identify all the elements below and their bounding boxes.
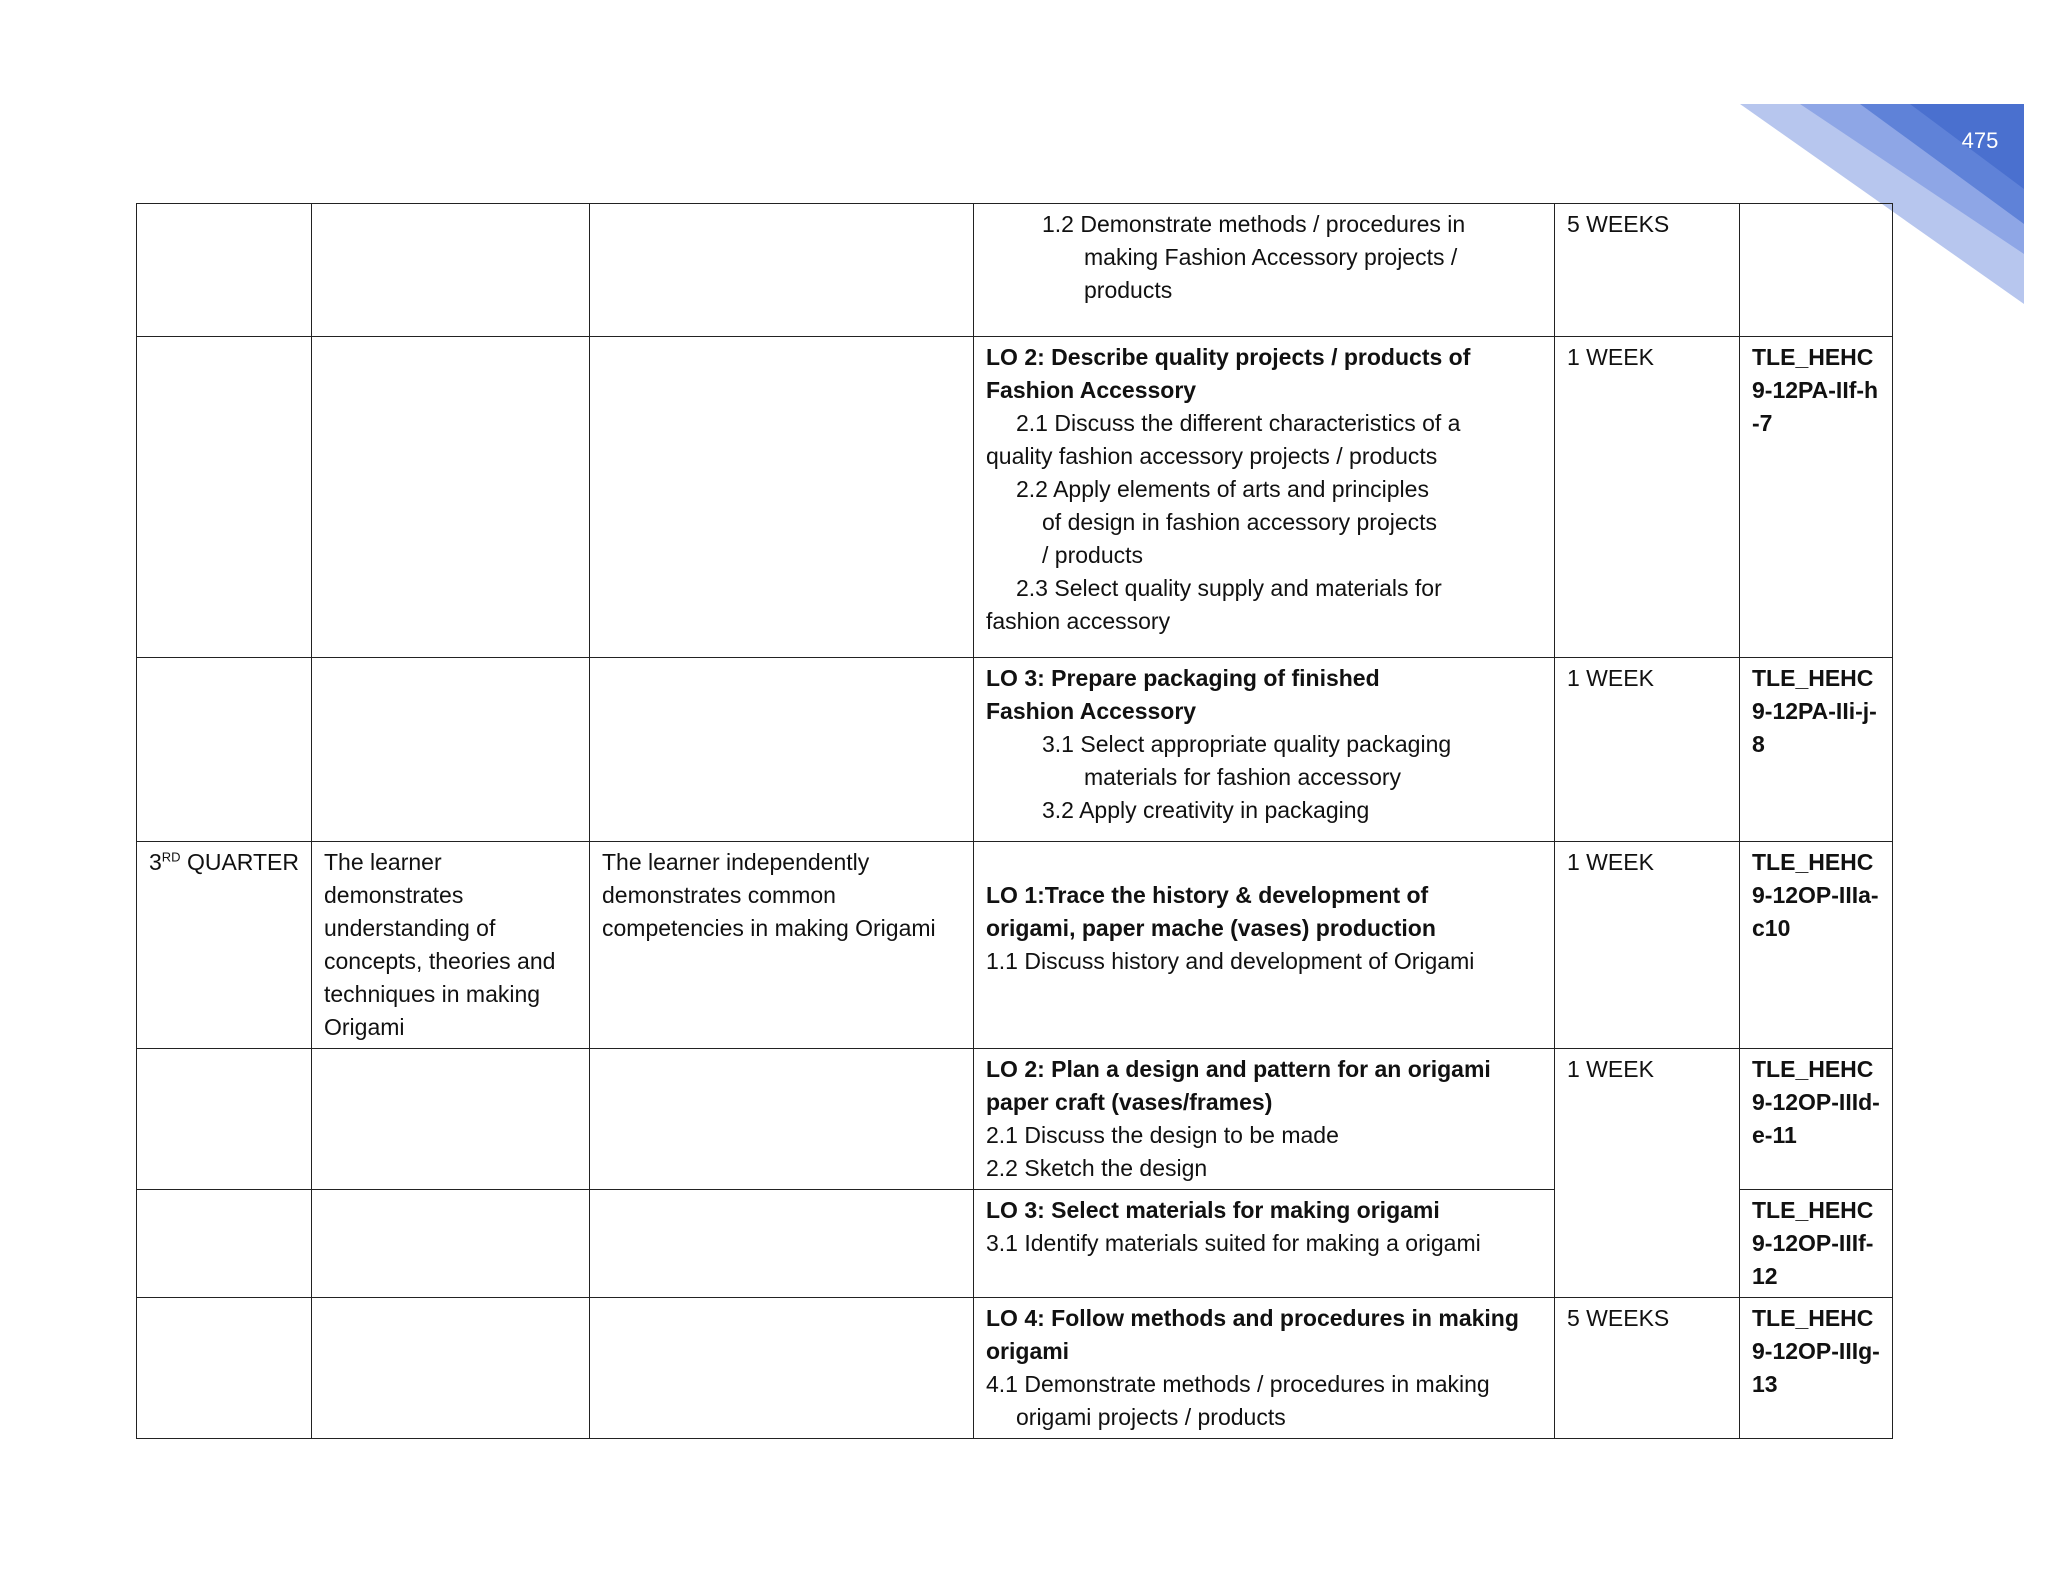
quarter-cell <box>137 658 312 842</box>
lc-line: 1.2 Demonstrate methods / procedures in <box>1042 211 1466 237</box>
table-row <box>137 842 1893 1049</box>
lc-line: products <box>1084 277 1173 303</box>
code-cell: TLE_HEHC9-12OP-IIIf-12 <box>1740 1190 1893 1298</box>
lc-heading: LO 1:Trace the history & development of <box>986 882 1429 908</box>
lc-heading: LO 3: Prepare packaging of finished <box>986 665 1380 691</box>
lc-heading: Fashion Accessory <box>986 698 1197 724</box>
performance-standard-cell <box>590 1049 974 1190</box>
duration-cell: 1 WEEK <box>1555 658 1740 842</box>
lc-line: making Fashion Accessory projects / <box>1084 244 1458 270</box>
table-row <box>137 337 1893 658</box>
learning-competency-cell <box>974 1049 1555 1190</box>
quarter-cell <box>137 337 312 658</box>
lc-heading: LO 2: Describe quality projects / products of <box>986 344 1471 370</box>
lc-heading: LO 4: Follow methods and procedures in making <box>986 1305 1519 1331</box>
content-standard-cell <box>312 1049 590 1190</box>
performance-standard-cell <box>590 1298 974 1439</box>
lc-line: 2.3 Select quality supply and materials for <box>1016 575 1442 601</box>
learning-competency-cell <box>974 337 1555 658</box>
lc-heading: LO 2: Plan a design and pattern for an origami <box>986 1056 1491 1082</box>
lc-line: 3.1 Select appropriate quality packaging <box>1042 731 1452 757</box>
lc-line: 2.1 Discuss the different characteristics of a <box>1016 410 1461 436</box>
learning-competency-cell <box>974 1190 1555 1298</box>
content-standard-cell: The learner demonstrates understanding of concepts, theories and techniques in making Origami <box>312 842 590 1049</box>
content-standard-cell <box>312 1190 590 1298</box>
table-row <box>137 1049 1893 1190</box>
lc-line: 2.2 Apply elements of arts and principles <box>1016 476 1429 502</box>
performance-standard-cell: The learner independently demonstrates common competencies in making Origami <box>590 842 974 1049</box>
quarter-cell <box>137 842 312 1049</box>
lc-line: 2.2 Sketch the design <box>986 1155 1208 1181</box>
content-standard-cell <box>312 658 590 842</box>
table-row <box>137 658 1893 842</box>
quarter-label: QUARTER <box>186 849 300 875</box>
lc-heading: LO 3: Select materials for making origami <box>986 1197 1440 1223</box>
lc-line: 3.2 Apply creativity in packaging <box>1042 797 1370 823</box>
table-row <box>137 204 1893 337</box>
quarter-cell <box>137 1049 312 1190</box>
quarter-ordinal: RD <box>161 849 181 865</box>
lc-line: materials for fashion accessory <box>1084 764 1402 790</box>
lc-line: of design in fashion accessory projects <box>1042 509 1438 535</box>
lc-line: 2.1 Discuss the design to be made <box>986 1122 1339 1148</box>
quarter-number: 3 <box>149 849 162 875</box>
performance-standard-cell <box>590 337 974 658</box>
code-cell: TLE_HEHC9-12PA-IIi-j-8 <box>1740 658 1893 842</box>
content-standard-cell <box>312 337 590 658</box>
code-cell: TLE_HEHC9-12OP-IIIa-c10 <box>1740 842 1893 1049</box>
duration-cell: 1 WEEK <box>1555 1049 1740 1298</box>
performance-standard-cell <box>590 204 974 337</box>
duration-cell: 1 WEEK <box>1555 842 1740 1049</box>
code-cell <box>1740 204 1893 337</box>
learning-competency-cell <box>974 204 1555 337</box>
lc-line: quality fashion accessory projects / products <box>986 443 1438 469</box>
duration-cell: 1 WEEK <box>1555 337 1740 658</box>
code-cell: TLE_HEHC9-12OP-IIIg-13 <box>1740 1298 1893 1439</box>
quarter-cell <box>137 1190 312 1298</box>
code-cell: TLE_HEHC9-12PA-IIf-h-7 <box>1740 337 1893 658</box>
lc-line: 3.1 Identify materials suited for making a origami <box>986 1230 1481 1256</box>
lc-heading: origami <box>986 1338 1070 1364</box>
code-cell: TLE_HEHC9-12OP-IIId-e-11 <box>1740 1049 1893 1190</box>
quarter-cell <box>137 1298 312 1439</box>
lc-line: 1.1 Discuss history and development of Origami <box>986 948 1475 974</box>
content-standard-cell <box>312 1298 590 1439</box>
lc-line: / products <box>1042 542 1143 568</box>
lc-line: fashion accessory <box>986 608 1171 634</box>
performance-standard-cell <box>590 1190 974 1298</box>
duration-cell: 5 WEEKS <box>1555 1298 1740 1439</box>
table-row <box>137 1298 1893 1439</box>
lc-heading: origami, paper mache (vases) production <box>986 915 1436 941</box>
lc-line: 4.1 Demonstrate methods / procedures in making <box>986 1371 1490 1397</box>
curriculum-table <box>136 203 1893 1439</box>
lc-line: origami projects / products <box>1016 1404 1286 1430</box>
lc-heading: Fashion Accessory <box>986 377 1197 403</box>
duration-cell: 5 WEEKS <box>1555 204 1740 337</box>
quarter-cell <box>137 204 312 337</box>
page-number: 475 <box>1961 128 1999 153</box>
content-standard-cell <box>312 204 590 337</box>
learning-competency-cell <box>974 1298 1555 1439</box>
lc-heading: paper craft (vases/frames) <box>986 1089 1273 1115</box>
learning-competency-cell <box>974 842 1555 1049</box>
learning-competency-cell <box>974 658 1555 842</box>
performance-standard-cell <box>590 658 974 842</box>
